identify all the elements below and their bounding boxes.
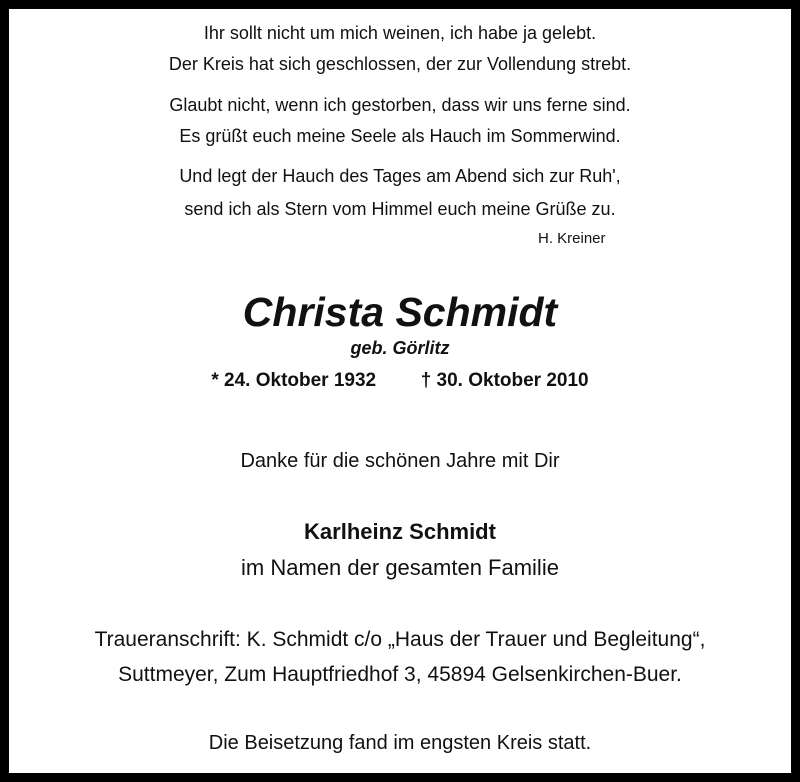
signer-on-behalf: im Namen der gesamten Familie [241, 555, 559, 580]
signer-name: Karlheinz Schmidt [304, 519, 496, 544]
poem-line: Glaubt nicht, wenn ich gestorben, dass wir uns ferne sind. [169, 95, 631, 115]
obituary-notice [9, 9, 791, 773]
burial-note: Die Beisetzung fand im engsten Kreis statt. [208, 732, 592, 754]
deceased-name: Christa Schmidt [242, 289, 558, 335]
poem-line: Es grüßt euch meine Seele als Hauch im Sommerwind. [179, 126, 621, 146]
maiden-name: geb. Görlitz [350, 338, 450, 358]
address-line-1: Traueranschrift: K. Schmidt c/o „Haus der Trauer und Begleitung“, [94, 628, 706, 651]
address-line-2: Suttmeyer, Zum Hauptfriedhof 3, 45894 Gelsenkirchen-Buer. [118, 663, 682, 686]
poem-line: Und legt der Hauch des Tages am Abend sich zur Ruh', [179, 166, 621, 186]
poem-line: send ich als Stern vom Himmel euch meine Grüße zu. [184, 199, 616, 219]
poem-line: Ihr sollt nicht um mich weinen, ich habe ja gelebt. [203, 23, 597, 43]
life-dates [9, 370, 791, 392]
thanks-line: Danke für die schönen Jahre mit Dir [240, 450, 560, 472]
birth-date: * 24. Oktober 1932 [211, 370, 377, 391]
poem-author: H. Kreiner [538, 230, 606, 247]
death-date: † 30. Oktober 2010 [420, 370, 589, 391]
poem-line: Der Kreis hat sich geschlossen, der zur Vollendung strebt. [168, 54, 632, 74]
